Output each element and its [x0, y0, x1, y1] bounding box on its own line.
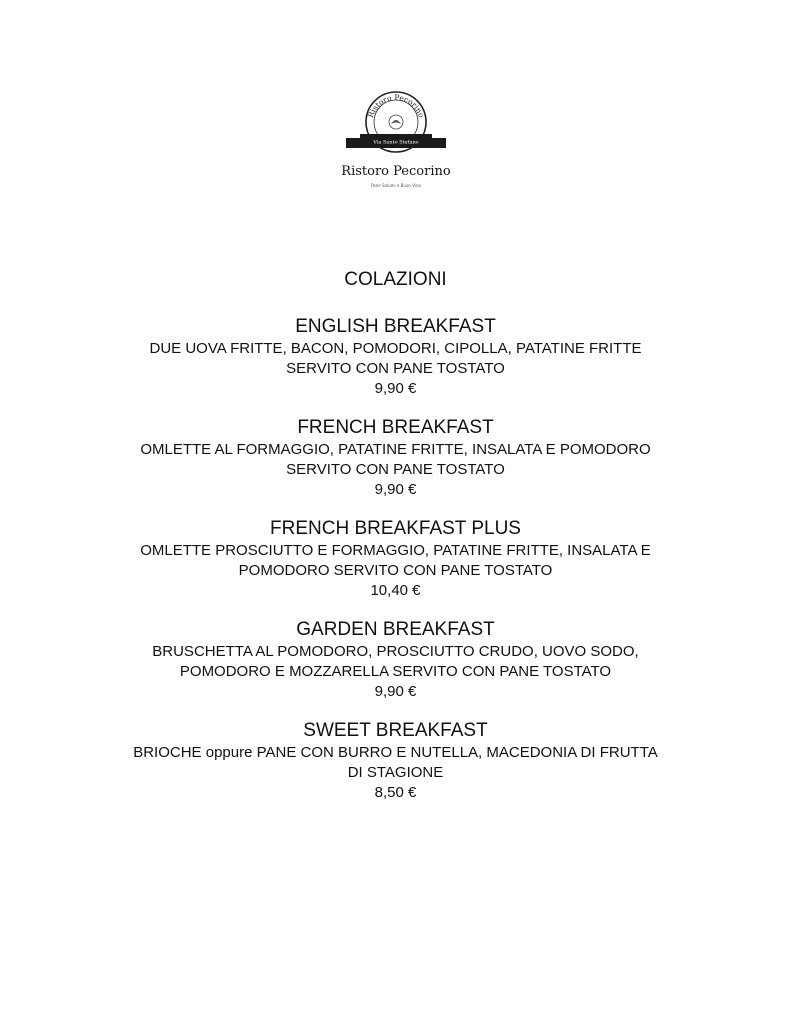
restaurant-logo: [340, 88, 452, 198]
item-description-line: POMODORO E MOZZARELLA SERVITO CON PANE TOSTATO: [179, 663, 612, 680]
item-price: 10,40 €: [370, 582, 421, 599]
item-description-line: OMLETTE PROSCIUTTO E FORMAGGIO, PATATINE FRITTE, INSALATA E: [140, 542, 651, 559]
item-name: FRENCH BREAKFAST PLUS: [270, 518, 521, 539]
item-price: 9,90 €: [374, 380, 417, 397]
item-description-line: POMODORO SERVITO CON PANE TOSTATO: [238, 562, 553, 579]
item-name: GARDEN BREAKFAST: [296, 619, 495, 640]
item-name: SWEET BREAKFAST: [303, 720, 488, 741]
item-description-line: DI STAGIONE: [347, 764, 444, 781]
logo-emblem: [340, 88, 452, 198]
breakfast-menu: [0, 266, 791, 820]
item-price: 9,90 €: [374, 481, 417, 498]
item-description-line: BRUSCHETTA AL POMODORO, PROSCIUTTO CRUDO, UOVO SODO,: [152, 643, 639, 660]
menu-item-garden-breakfast: [0, 618, 791, 702]
menu-item-french-breakfast: [0, 416, 791, 500]
item-description-line: SERVITO CON PANE TOSTATO: [286, 360, 505, 377]
logo-ring-text: Ristoro Pecorino: [366, 92, 426, 119]
item-description-line: BRIOCHE oppure PANE CON BURRO E NUTELLA, MACEDONIA DI FRUTTA: [133, 744, 658, 761]
section-title: COLAZIONI: [344, 269, 447, 290]
item-name: ENGLISH BREAKFAST: [295, 316, 496, 337]
logo-ribbon-text: Via Santo Stefano: [373, 139, 419, 146]
item-price: 9,90 €: [374, 683, 417, 700]
item-description-line: DUE UOVA FRITTE, BACON, POMODORI, CIPOLLA, PATATINE FRITTE: [149, 340, 642, 357]
logo-tagline: Pane Salumi e Buon Vino: [371, 183, 421, 188]
item-name: FRENCH BREAKFAST: [297, 417, 494, 438]
item-description-line: SERVITO CON PANE TOSTATO: [286, 461, 505, 478]
menu-item-sweet-breakfast: [0, 719, 791, 803]
logo-brand-name: Ristoro Pecorino: [341, 164, 451, 179]
menu-item-french-breakfast-plus: [0, 517, 791, 601]
item-price: 8,50 €: [374, 784, 417, 801]
menu-item-english-breakfast: [0, 315, 791, 399]
item-description-line: OMLETTE AL FORMAGGIO, PATATINE FRITTE, INSALATA E POMODORO: [140, 441, 651, 458]
